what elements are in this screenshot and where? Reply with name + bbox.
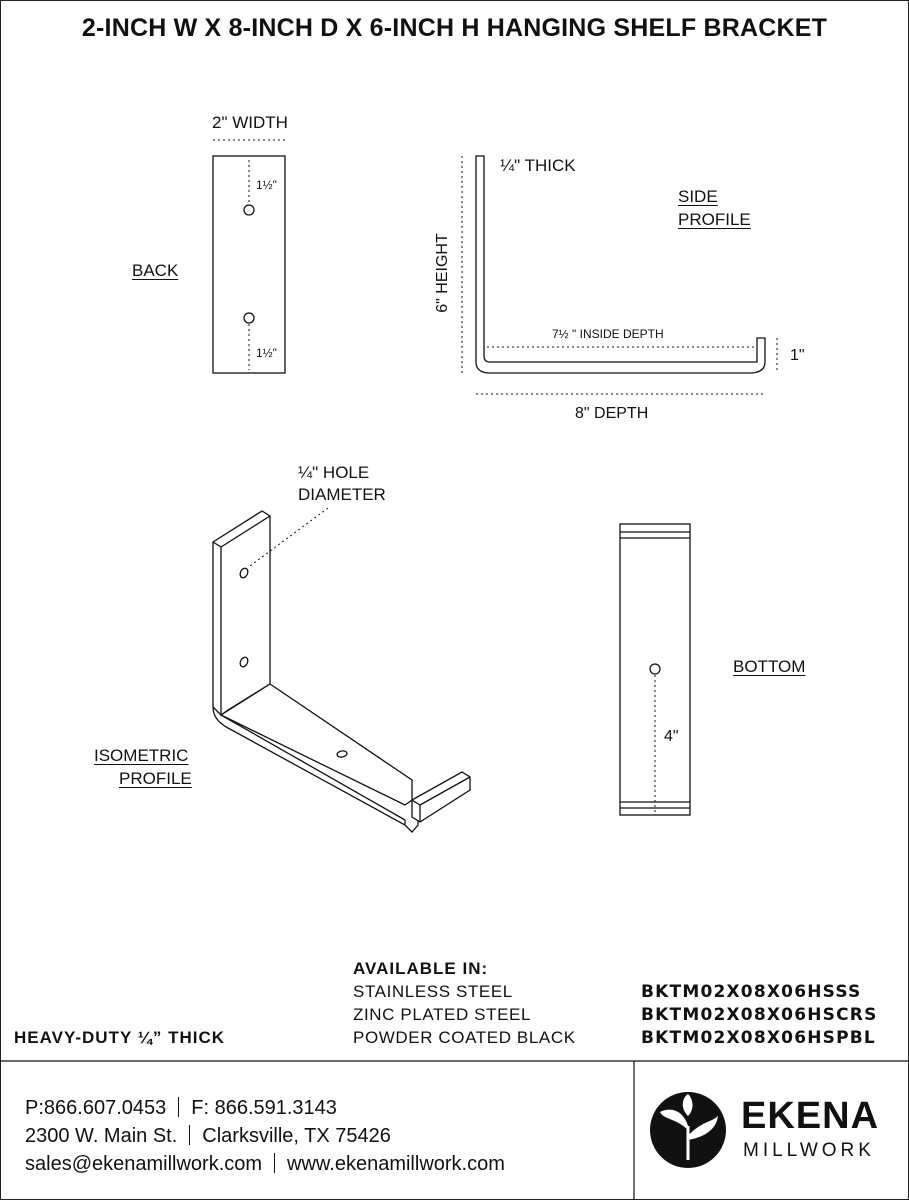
bottom-view-drawing: [620, 524, 690, 815]
divider: [189, 1125, 190, 1145]
back-hole-top: [244, 205, 254, 215]
back-view-label: BACK: [132, 261, 179, 280]
bottom-hole: [650, 664, 660, 674]
page-title: 2-INCH W X 8-INCH D X 6-INCH H HANGING SHELF BRACKET: [81, 14, 828, 42]
side-profile-label-line2: PROFILE: [678, 210, 751, 229]
back-view-drawing: [213, 140, 285, 373]
isometric-label-line2: PROFILE: [119, 769, 192, 788]
back-hole-bottom: [244, 313, 254, 323]
finish-item: STAINLESS STEEL: [353, 982, 513, 1001]
depth-label: 8" DEPTH: [575, 405, 649, 422]
back-width-label: 2" WIDTH: [212, 113, 288, 132]
website-link[interactable]: www.ekenamillwork.com: [287, 1153, 505, 1175]
side-profile-label-line1: SIDE: [678, 187, 718, 206]
lip-height-label: 1": [790, 347, 805, 364]
hole-diameter-label-line1: ¼" HOLE: [298, 463, 370, 482]
back-top-offset-label: 1½": [256, 178, 277, 192]
inside-depth-label: 7½ " INSIDE DEPTH: [552, 327, 664, 341]
logo-name: EKENA: [741, 1095, 880, 1137]
sku-item: BKTM02X08X06HSSS: [641, 982, 862, 1002]
contact-line-address: [25, 1125, 391, 1148]
finish-item: ZINC PLATED STEEL: [353, 1005, 532, 1024]
logo-subtitle: MILLWORK: [743, 1140, 875, 1161]
hole-diameter-label-line2: DIAMETER: [298, 485, 386, 504]
isometric-drawing: [213, 508, 470, 832]
street-address: 2300 W. Main St.: [25, 1125, 178, 1147]
email-link[interactable]: sales@ekenamillwork.com: [25, 1153, 263, 1175]
city-address: Clarksville, TX 75426: [202, 1125, 391, 1147]
sku-item: BKTM02X08X06HSPBL: [641, 1028, 876, 1048]
finish-item: POWDER COATED BLACK: [353, 1028, 576, 1047]
height-label: 6" HEIGHT: [434, 233, 451, 313]
bottom-view-label: BOTTOM: [733, 657, 806, 676]
isometric-label-line1: ISOMETRIC: [94, 746, 189, 765]
thickness-label: ¼" THICK: [500, 156, 576, 175]
back-bottom-offset-label: 1½": [256, 346, 277, 360]
fax-number: F: 866.591.3143: [191, 1097, 337, 1119]
leaf-sprout-icon: [650, 1092, 726, 1168]
divider: [274, 1153, 275, 1173]
heavy-duty-label: HEAVY-DUTY ¼” THICK: [14, 1028, 226, 1047]
bottom-hole-offset-label: 4": [664, 728, 679, 745]
sku-item: BKTM02X08X06HSCRS: [641, 1005, 878, 1025]
phone-number[interactable]: P:866.607.0453: [25, 1097, 167, 1119]
contact-line-phone: [25, 1097, 337, 1120]
divider: [178, 1097, 179, 1117]
available-heading: AVAILABLE IN:: [353, 959, 489, 978]
side-profile-drawing: [462, 156, 777, 394]
contact-line-web: [25, 1153, 505, 1176]
